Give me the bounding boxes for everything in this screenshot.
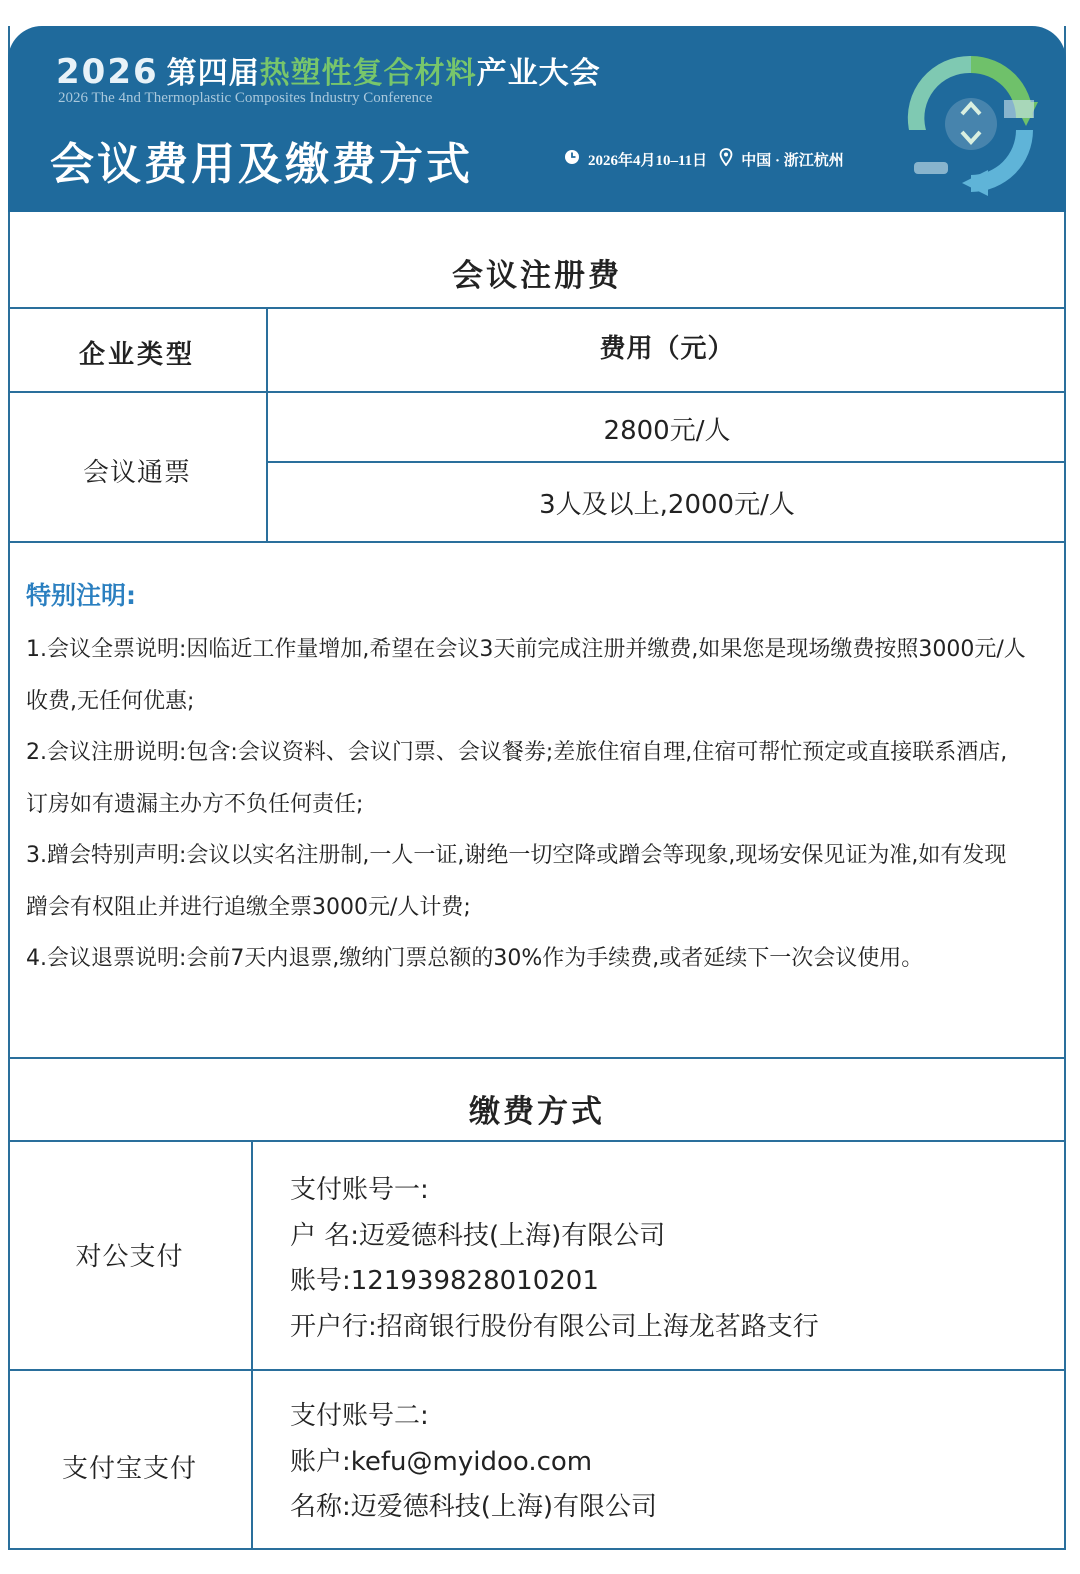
note-item: 4.会议退票说明:会前7天内退票,缴纳门票总额的30%作为手续费,或者延续下一次会议使用。 [26,946,924,971]
clock-icon [564,149,580,170]
payment-alipay-details [290,1394,657,1531]
fee-group: 3人及以上,2000元/人 [539,490,795,520]
divider [268,461,1066,463]
payment-line: 开户行:招商银行股份有限公司上海龙茗路支行 [290,1311,819,1342]
header-banner [8,26,1066,212]
payment-section-title: 缴费方式 [469,1094,605,1130]
divider [8,1369,1066,1371]
divider [8,1057,1066,1059]
registration-section-title: 会议注册费 [452,258,622,294]
divider [8,1140,1066,1142]
divider [8,391,1066,393]
event-location: 中国 · 浙江杭州 [741,153,844,169]
payment-line: 名称:迈爱德科技(上海)有限公司 [290,1492,658,1522]
payment-line: 账号:121939828010201 [290,1266,599,1296]
fee-standard: 2800元/人 [603,416,731,446]
divider [8,541,1066,543]
payment-line: 账户:kefu@myidoo.com [290,1446,593,1477]
event-date: 2026年4月10–11日 [588,153,708,169]
payment-alipay-label: 支付宝支付 [61,1454,197,1484]
col-header-type: 企业类型 [78,340,195,370]
divider [8,307,1066,309]
note-item: 1.会议全票说明:因临近工作量增加,希望在会议3天前完成注册并缴费,如果您是现场缴费按照3000元/人收费,无任何优惠; [26,637,1026,714]
recycle-logo-icon [896,44,1046,204]
payment-corporate-label: 对公支付 [75,1242,184,1272]
row-label-pass: 会议通票 [82,458,191,488]
notes-label: 特别注明: [26,581,136,610]
payment-line: 支付账号二: [290,1401,429,1431]
divider [251,1142,253,1548]
payment-line: 支付账号一: [290,1175,429,1205]
conference-name: 2026 第四届热塑性复合材料产业大会 [56,52,601,92]
payment-line: 户 名:迈爱德科技(上海)有限公司 [290,1220,666,1251]
event-meta [564,148,844,171]
note-item: 2.会议注册说明:包含:会议资料、会议门票、会议餐劵;差旅住宿自理,住宿可帮忙预定或直接联系酒店,订房如有遗漏主办方不负任何责任; [26,740,1008,817]
payment-corporate-details [290,1168,819,1350]
location-pin-icon [719,148,733,171]
page-title: 会议费用及缴费方式 [50,139,473,190]
notes-list [26,624,1026,985]
note-item: 3.蹭会特别声明:会议以实名注册制,一人一证,谢绝一切空降或蹭会等现象,现场安保见证为准,如有发现蹭会有权阻止并进行追缴全票3000元/人计费; [26,843,1007,920]
conference-english-name: 2026 The 4nd Thermoplastic Composites Industry Conference [58,90,433,106]
col-header-fee: 费用（元） [599,334,735,364]
